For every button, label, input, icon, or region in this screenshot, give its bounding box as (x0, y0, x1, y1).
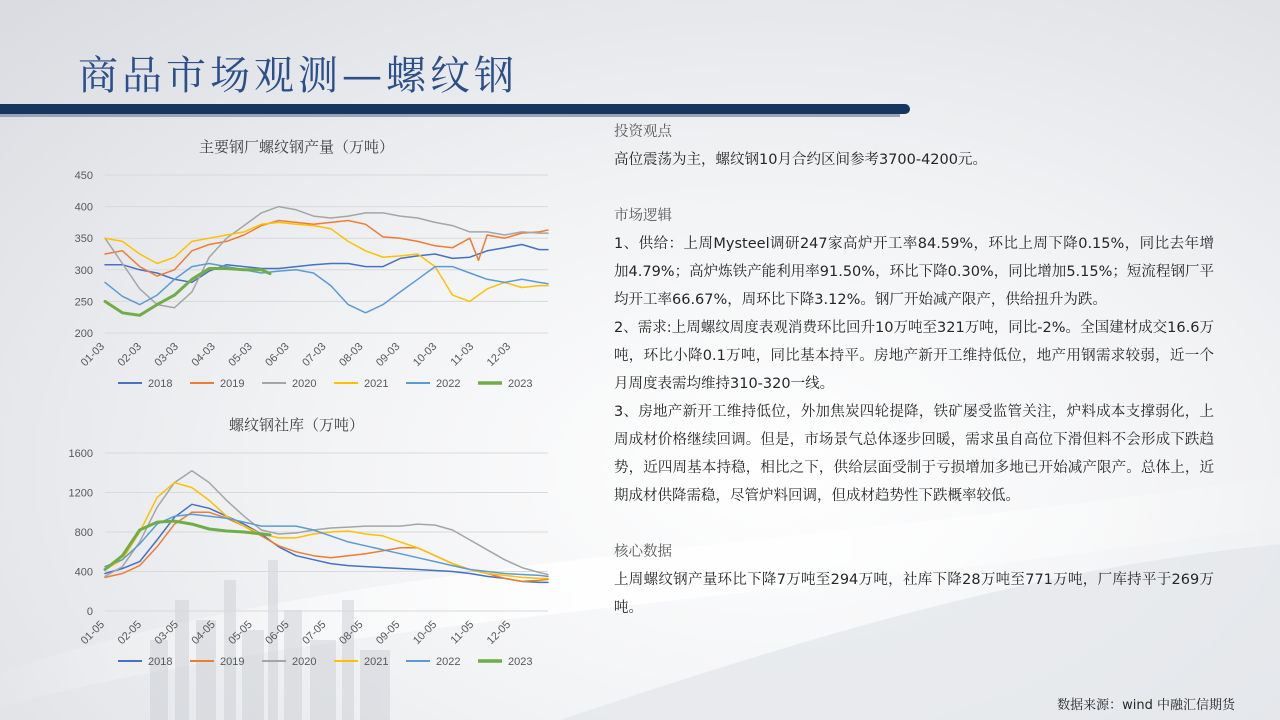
x-tick-label: 12-05 (484, 618, 514, 648)
x-tick-label: 12-03 (484, 340, 514, 370)
y-tick-label: 400 (74, 201, 93, 214)
y-tick-label: 450 (74, 170, 93, 182)
inventory-chart (0, 405, 600, 690)
logic-heading: 市场逻辑 (614, 208, 672, 224)
x-tick-label: 03-05 (152, 618, 181, 648)
x-tick-label: 04-03 (189, 340, 218, 370)
series-line-2020 (105, 471, 548, 577)
x-tick-label: 11-03 (448, 340, 477, 369)
series-line-2019 (105, 221, 548, 277)
x-tick-label: 05-05 (226, 618, 255, 648)
x-tick-label: 10-03 (410, 340, 440, 370)
title-underline-thin (0, 114, 900, 117)
legend-label-2018: 2018 (148, 378, 173, 390)
legend-label-2023: 2023 (508, 378, 533, 390)
x-tick-label: 10-05 (410, 618, 440, 648)
production-chart (0, 125, 600, 405)
y-tick-label: 300 (74, 264, 93, 277)
x-tick-label: 01-03 (78, 340, 108, 370)
y-tick-label: 350 (74, 233, 93, 246)
x-tick-label: 05-03 (226, 340, 255, 370)
y-tick-label: 400 (74, 566, 93, 579)
x-tick-label: 08-05 (337, 618, 366, 648)
series-line-2021 (105, 222, 548, 301)
x-tick-label: 01-05 (78, 618, 108, 648)
x-tick-label: 09-05 (374, 618, 403, 648)
legend-label-2020: 2020 (292, 378, 317, 390)
data-source: 数据来源：wind 中融汇信期货 (1057, 698, 1235, 713)
title-underline-bar (0, 104, 910, 114)
logic-point-1: 1、供给：上周Mysteel调研247家高炉开工率84.59%，环比上周下降0.15%，同比去年增加4.79%；高炉炼铁产能利用率91.50%，环比下降0.30%，同比增加5.15%；短流程钢厂平均开工率66.67%，周环比下降3.12%。钢厂开始减产限产，供给扭升为跌。 (614, 236, 1214, 308)
legend-label-2019: 2019 (220, 656, 245, 668)
legend-label-2021: 2021 (364, 656, 389, 668)
x-tick-label: 06-03 (263, 340, 292, 370)
legend-label-2020: 2020 (292, 656, 317, 668)
page-title: 商品市场观测—螺纹钢 (78, 53, 518, 99)
series-line-2023 (105, 521, 270, 569)
y-tick-label: 0 (86, 606, 93, 618)
invest-heading: 投资观点 (614, 124, 672, 140)
logic-point-2: 2、需求:上周螺纹周度表观消费环比回升10万吨至321万吨，同比-2%。全国建材成交16.6万吨，环比小降0.1万吨，同比基本持平。房地产新开工维持低位，地产用钢需求较弱，近一个月周度表需均维持310-320一线。 (614, 320, 1214, 392)
core-body: 上周螺纹钢产量环比下降7万吨至294万吨，社库下降28万吨至771万吨，厂库持平于269万吨。 (614, 572, 1214, 616)
analysis-panel (614, 118, 1214, 622)
legend-label-2021: 2021 (364, 378, 389, 390)
legend-label-2018: 2018 (148, 656, 173, 668)
x-tick-label: 03-03 (152, 340, 181, 370)
x-tick-label: 08-03 (337, 340, 366, 370)
core-heading: 核心数据 (614, 544, 672, 560)
legend-label-2022: 2022 (436, 656, 461, 668)
chart-title: 主要钢厂螺纹钢产量（万吨） (198, 138, 395, 156)
y-tick-label: 800 (74, 527, 93, 539)
x-tick-label: 02-03 (115, 340, 145, 370)
x-tick-label: 04-05 (189, 618, 218, 648)
x-tick-label: 07-03 (300, 340, 329, 370)
chart-title: 螺纹钢社库（万吨） (228, 416, 365, 434)
y-tick-label: 250 (74, 296, 93, 309)
series-line-2022 (105, 514, 548, 576)
x-tick-label: 06-05 (263, 618, 292, 648)
x-tick-label: 07-05 (300, 618, 329, 648)
x-tick-label: 11-05 (448, 618, 477, 647)
x-tick-label: 09-03 (374, 340, 403, 370)
x-tick-label: 02-05 (115, 618, 145, 648)
logic-point-3: 3、房地产新开工维持低位，外加焦炭四轮提降，铁矿屡受监管关注，炉料成本支撑弱化，上周成材价格继续回调。但是，市场景气总体逐步回暖，需求虽自高位下滑但料不会形成下跌趋势，近四周基本持稳，相比之下，供给层面受制于亏损增加多地已开始减产限产。总体上，近期成材供降需稳，尽管炉料回调，但成材趋势性下跌概率较低。 (614, 404, 1214, 504)
legend-label-2023: 2023 (508, 656, 533, 668)
legend-label-2019: 2019 (220, 378, 245, 390)
series-line-2021 (105, 483, 548, 579)
invest-body: 高位震荡为主，螺纹钢10月合约区间参考3700-4200元。 (614, 152, 987, 168)
y-tick-label: 1600 (68, 448, 93, 460)
y-tick-label: 1200 (68, 487, 93, 500)
y-tick-label: 200 (74, 328, 93, 340)
legend-label-2022: 2022 (436, 378, 461, 390)
